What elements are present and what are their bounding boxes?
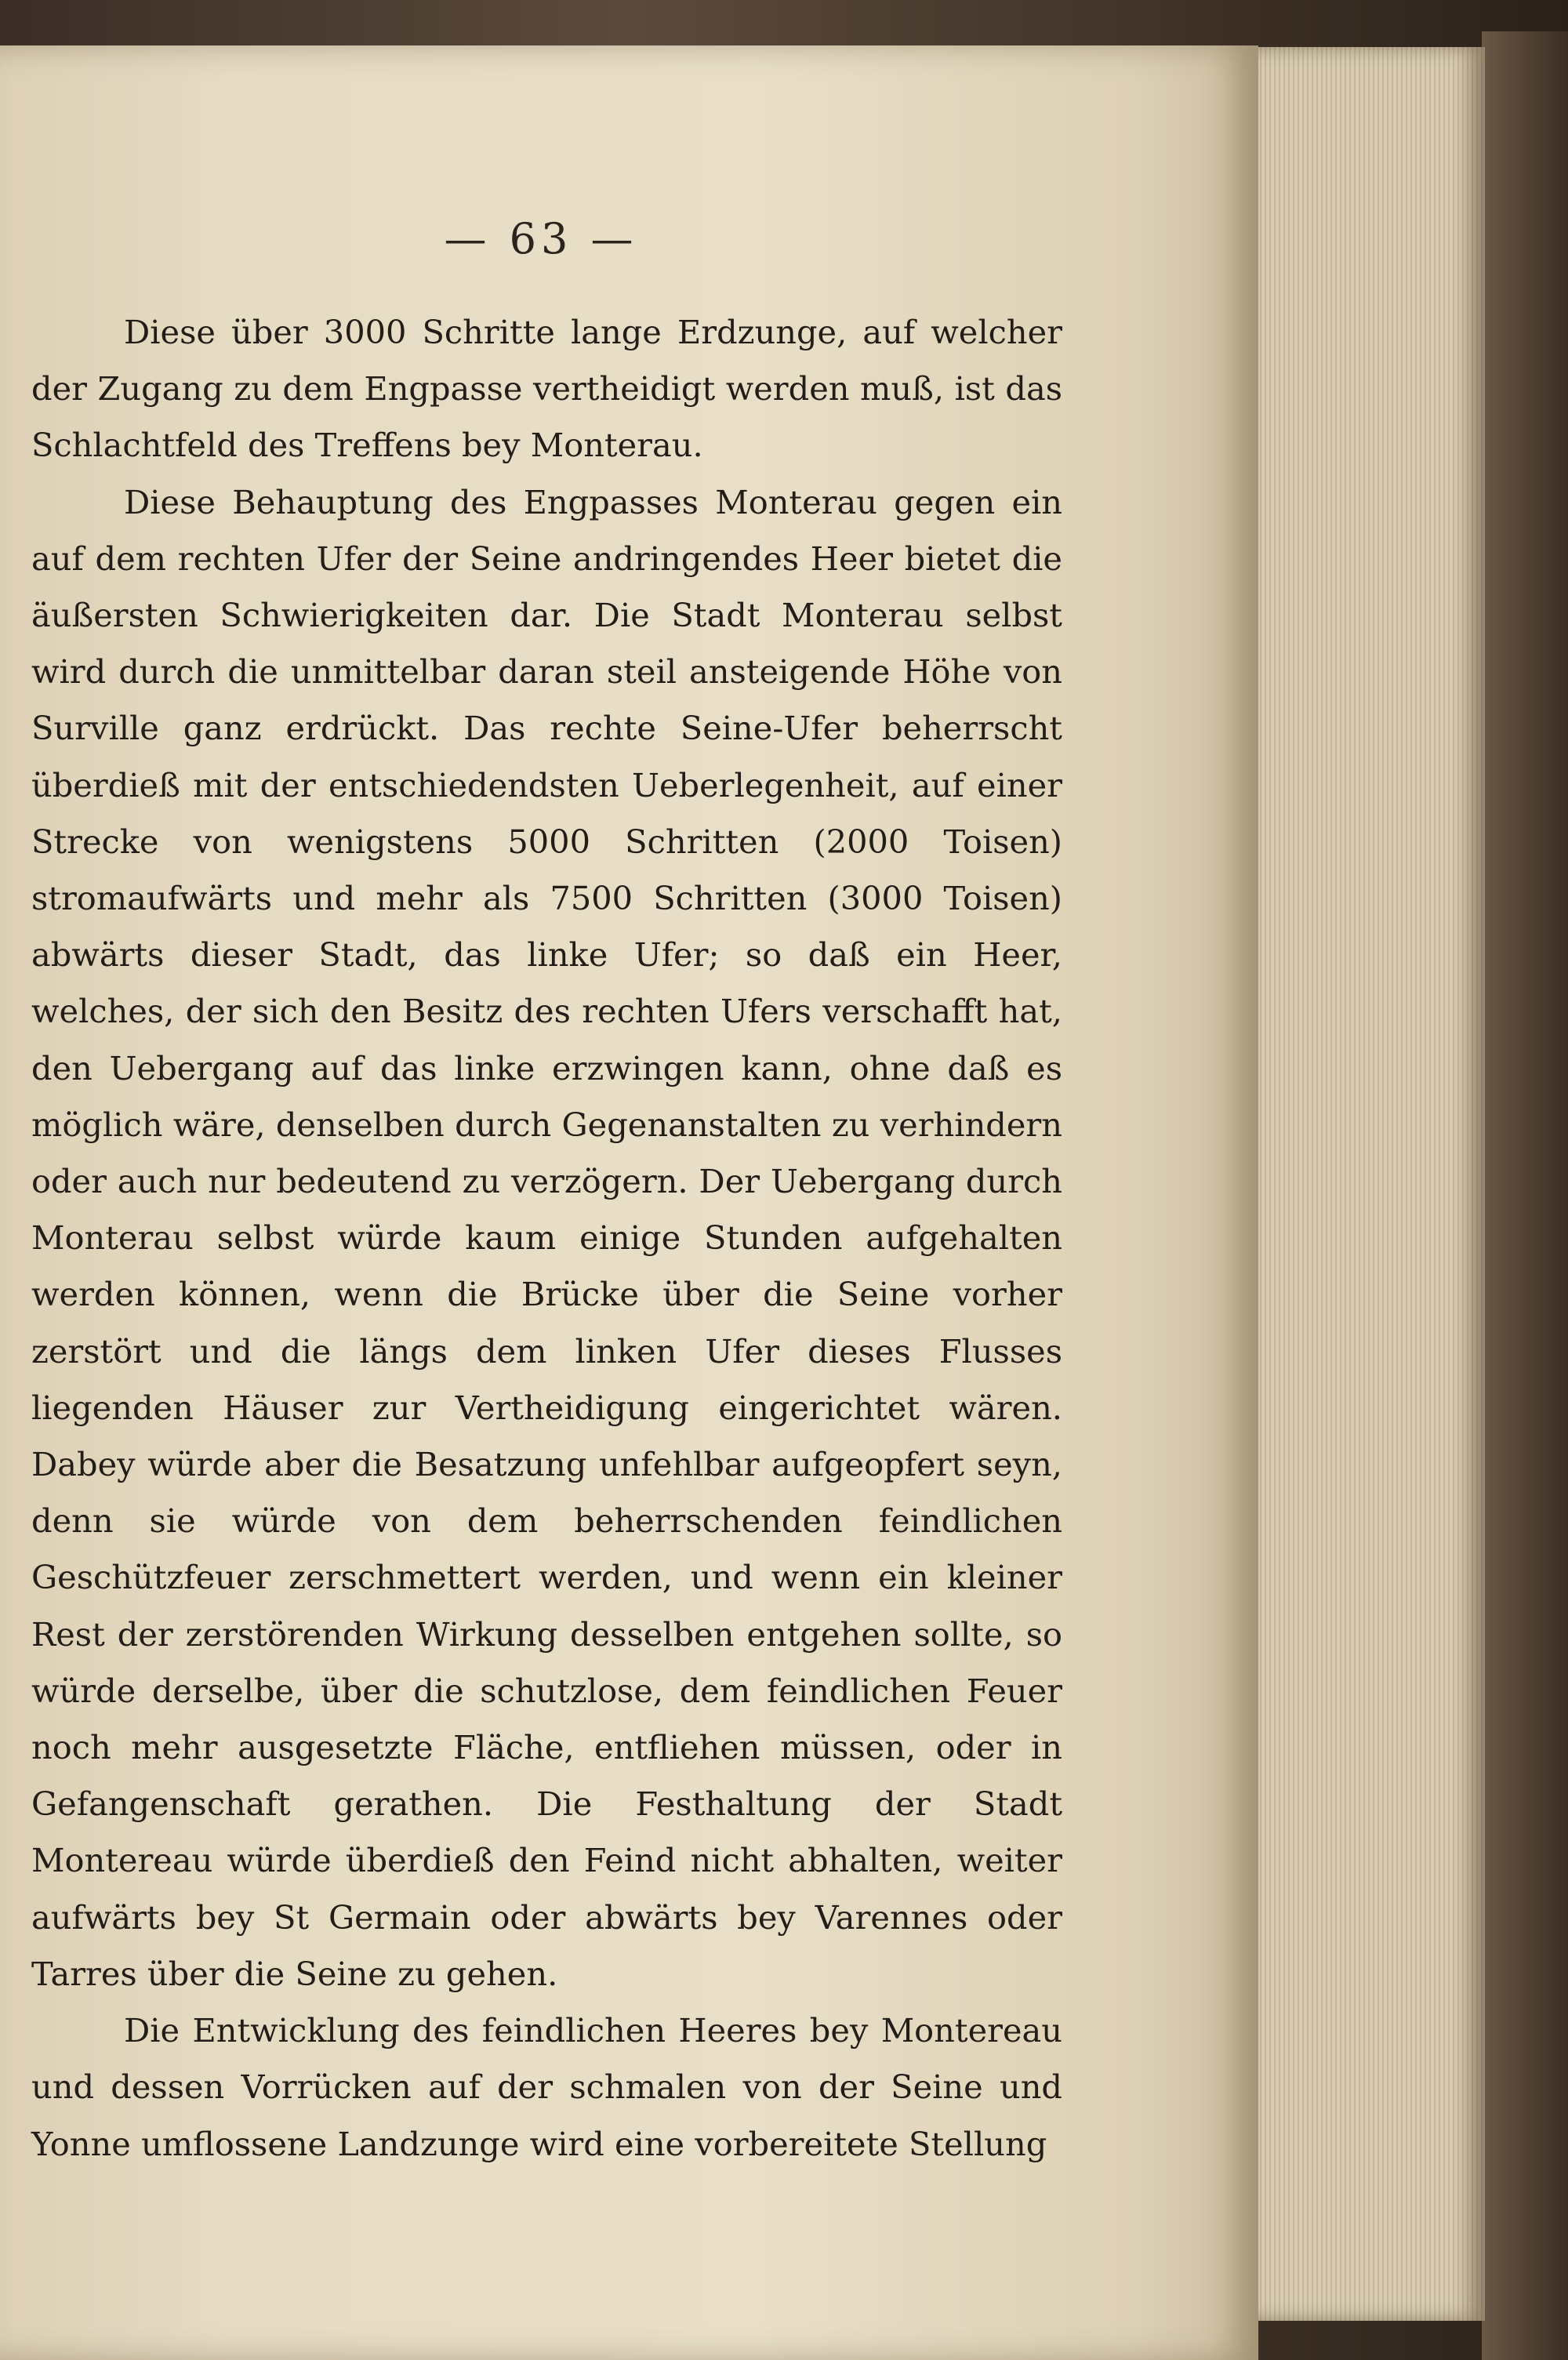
book-page — [0, 45, 1258, 2360]
paragraph-2: Diese Behauptung des Engpasses Monterau gegen ein auf dem rechten Ufer der Seine andringendes Heer bietet die äußersten Schwierigkeiten dar. Die Stadt Monterau selbst wird durch die unmittelbar daran steil ansteigende Höhe von Surville ganz erdrückt. Das rechte Seine-Ufer beherrscht überdieß mit der entschiedendsten Ueberlegenheit, auf einer Strecke von wenigstens 5000 Schritten (2000 Toisen) stromaufwärts und mehr als 7500 Schritten (3000 Toisen) abwärts dieser Stadt, das linke Ufer; so daß ein Heer, welches, der sich den Besitz des rechten Ufers verschafft hat, den Uebergang auf das linke erzwingen kann, ohne daß es möglich wäre, denselben durch Gegenanstalten zu verhindern oder auch nur bedeutend zu verzögern. Der Uebergang durch Monterau selbst würde kaum einige Stunden aufgehalten werden können, wenn die Brücke über die Seine vorher zerstört und die längs dem linken Ufer dieses Flusses liegenden Häuser zur Vertheidigung eingerichtet wären. Dabey würde aber die Besatzung unfehlbar aufgeopfert seyn, denn sie würde von dem beherrschenden feindlichen Geschützfeuer zerschmettert werden, und wenn ein kleiner Rest der zerstörenden Wirkung desselben entgehen sollte, so würde derselbe, über die schutzlose, dem feindlichen Feuer noch mehr ausgesetzte Fläche, entfliehen müssen, oder in Gefangenschaft gerathen. Die Festhaltung der Stadt Montereau würde überdieß den Feind nicht abhalten, weiter aufwärts bey St Germain oder abwärts bey Varennes oder Tarres über die Seine zu gehen. — [31, 482, 1062, 1993]
page-body-text — [31, 304, 1062, 2173]
paragraph-3: Die Entwicklung des feindlichen Heeres bey Montereau und dessen Vorrücken auf der schmalen von der Seine und Yonne umflossene Landzunge wird eine vorbereitete Stellung — [31, 2011, 1062, 2163]
book-cover-edge — [1482, 31, 1568, 2360]
stacked-page-edges — [1254, 47, 1485, 2321]
page-number: — 63 — — [444, 214, 638, 263]
paragraph-1: Diese über 3000 Schritte lange Erdzunge, auf welcher der Zugang zu dem Engpasse vertheidigt werden muß, ist das Schlachtfeld des Treffens bey Monterau. — [31, 313, 1062, 465]
